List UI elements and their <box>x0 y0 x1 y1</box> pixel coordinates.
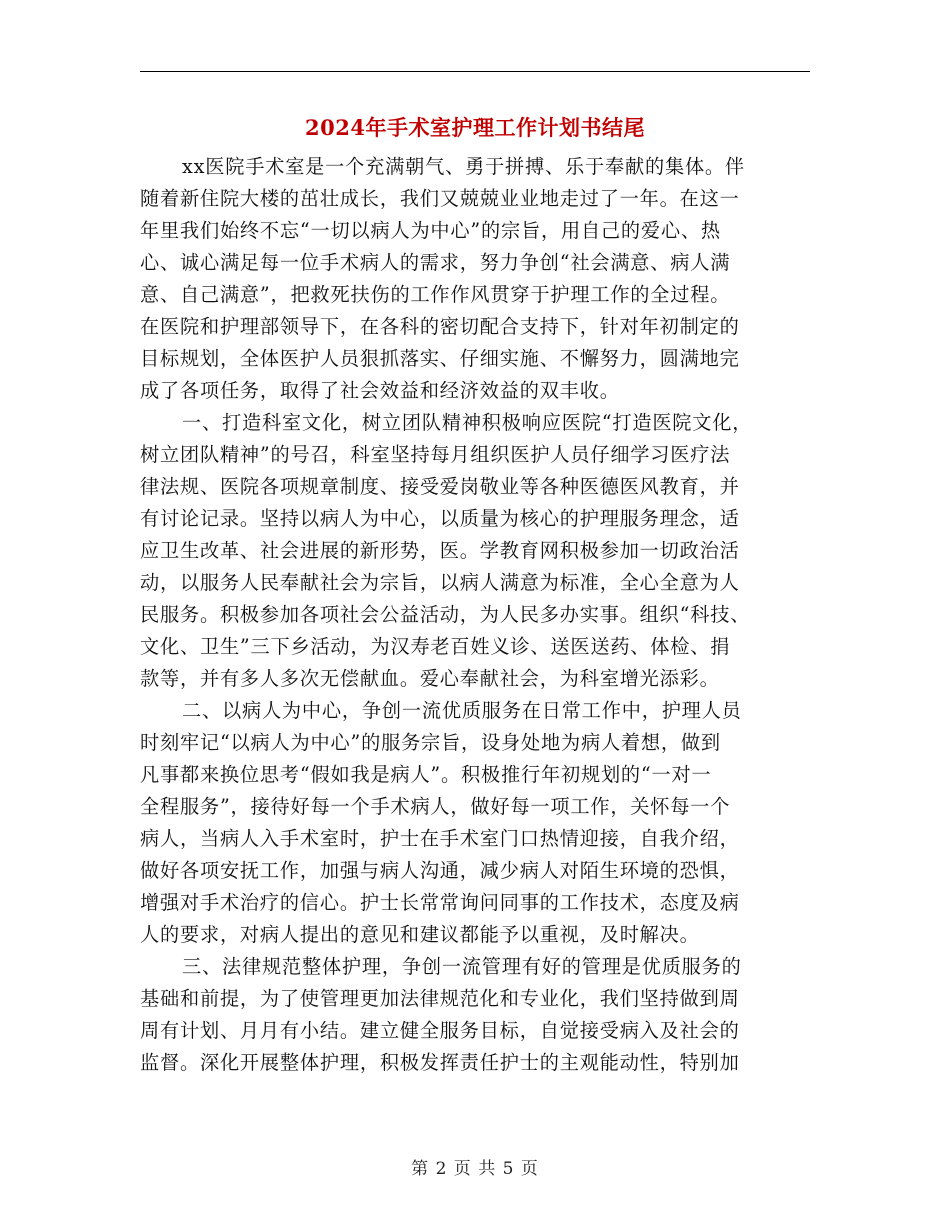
text-line: 增强对手术治疗的信心。护士长常常询问同事的工作技术，态度及病 <box>140 891 740 914</box>
document-title: 2024年手术室护理工作计划书结尾 <box>305 115 645 140</box>
document-body <box>140 151 808 1079</box>
header-rule <box>140 71 810 72</box>
text-line: 律法规、医院各项规章制度、接受爱岗敬业等各种医德医风教育，并 <box>140 475 740 498</box>
paragraph-intro <box>140 151 808 407</box>
text-line: 二、以病人为中心，争创一流优质服务在日常工作中，护理人员 <box>182 699 742 722</box>
text-line: 树立团队精神”的号召，科室坚持每月组织医护人员仔细学习医疗法 <box>140 443 731 466</box>
text-line: 一、打造科室文化，树立团队精神积极响应医院“打造医院文化， <box>182 411 753 434</box>
text-line: 全程服务”，接待好每一个手术病人，做好每一项工作，关怀每一个 <box>140 795 731 818</box>
text-line: 病人，当病人入手术室时，护士在手术室门口热情迎接，自我介绍， <box>140 827 740 850</box>
text-line: 有讨论记录。坚持以病人为中心，以质量为核心的护理服务理念，适 <box>140 507 740 530</box>
paragraph-section-1 <box>140 407 808 695</box>
paragraph-section-3 <box>140 951 808 1079</box>
text-line: 三、法律规范整体护理，争创一流管理有好的管理是优质服务的 <box>182 955 742 978</box>
text-line: 随着新住院大楼的茁壮成长，我们又兢兢业业地走过了一年。在这一 <box>140 187 740 210</box>
text-line: 动，以服务人民奉献社会为宗旨，以病人满意为标准，全心全意为人 <box>140 571 740 594</box>
page-footer: 第 2 页 共 5 页 <box>411 1159 539 1179</box>
text-line: 凡事都来换位思考“假如我是病人”。积极推行年初规划的“一对一 <box>140 763 712 786</box>
text-line: 基础和前提，为了使管理更加法律规范化和专业化，我们坚持做到周 <box>140 987 740 1010</box>
text-line: 款等，并有多人多次无偿献血。爱心奉献社会，为科室增光添彩。 <box>140 667 720 690</box>
text-line: 在医院和护理部领导下，在各科的密切配合支持下，针对年初制定的 <box>140 315 740 338</box>
text-line: 监督。深化开展整体护理，积极发挥责任护士的主观能动性，特别加 <box>140 1051 740 1074</box>
text-line: 目标规划，全体医护人员狠抓落实、仔细实施、不懈努力，圆满地完 <box>140 347 740 370</box>
paragraph-section-2 <box>140 695 808 951</box>
text-line: 时刻牢记“以病人为中心”的服务宗旨，设身处地为病人着想，做到 <box>140 731 721 754</box>
text-line: 周有计划、月月有小结。建立健全服务目标，自觉接受病入及社会的 <box>140 1019 740 1042</box>
text-line: 文化、卫生”三下乡活动，为汉寿老百姓义诊、送医送药、体检、捐 <box>140 635 731 658</box>
text-line: 意、自己满意”，把救死扶伤的工作作风贯穿于护理工作的全过程。 <box>140 283 731 306</box>
text-line: 年里我们始终不忘“一切以病人为中心”的宗旨，用自己的爱心、热 <box>140 219 721 242</box>
text-line: 成了各项任务，取得了社会效益和经济效益的双丰收。 <box>140 379 620 402</box>
text-line: 心、诚心满足每一位手术病人的需求，努力争创“社会满意、病人满 <box>140 251 731 274</box>
text-line: 民服务。积极参加各项社会公益活动，为人民多办实事。组织“科技、 <box>140 603 751 626</box>
text-line: 人的要求，对病人提出的意见和建议都能予以重视，及时解决。 <box>140 923 700 946</box>
text-line: 做好各项安抚工作，加强与病人沟通，减少病人对陌生环境的恐惧， <box>140 859 740 882</box>
text-line: 应卫生改革、社会进展的新形势，医。学教育网积极参加一切政治活 <box>140 539 740 562</box>
text-line: xx医院手术室是一个充满朝气、勇于拼搏、乐于奉献的集体。伴 <box>182 155 745 178</box>
